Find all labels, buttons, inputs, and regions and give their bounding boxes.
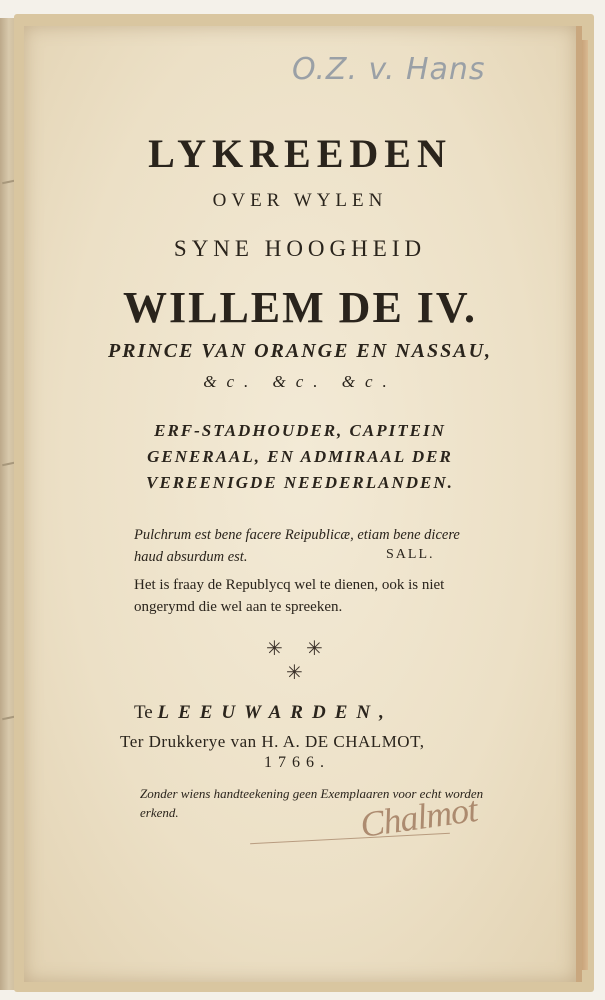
- title-block-offices: [24, 418, 576, 496]
- imprint-printer: Ter Drukkerye van H. A. DE CHALMOT,: [120, 732, 425, 751]
- ornament-star-icon: ✳: [306, 638, 323, 660]
- ornament-star-icon: ✳: [286, 662, 303, 684]
- signature: Chalmot: [357, 789, 480, 845]
- imprint-year: 1766.: [264, 754, 330, 771]
- dutch-quote: Het is fraay de Republycq wel te dienen, ook is niet ongerymd die wel aan te spreeken.: [134, 577, 445, 615]
- title-line-7a: ERF-STADHOUDER, CAPITEIN: [154, 421, 446, 440]
- handwritten-note: O.Z. v. Hans: [292, 52, 486, 87]
- title-line-7c: VEREENIGDE NEEDERLANDEN.: [146, 473, 454, 492]
- title-line-5: PRINCE VAN ORANGE EN NASSAU,: [107, 340, 493, 362]
- title-line-1: LYKREEDEN: [148, 131, 452, 176]
- imprint-place: LEEUWARDEN,: [157, 702, 393, 723]
- ornament-star-icon: ✳: [266, 638, 283, 660]
- imprint-prefix: Te: [134, 702, 153, 723]
- title-line-4: WILLEM DE IV.: [122, 283, 478, 332]
- title-line-2: OVER WYLEN: [212, 190, 388, 211]
- imprint-place-line: [134, 702, 393, 724]
- title-line-7b: GENERAAL, EN ADMIRAAL DER: [147, 447, 453, 466]
- title-line-6: &c. &c. &c.: [203, 372, 397, 391]
- latin-quote: Pulchrum est bene facere Reipublicæ, etiam bene dicere haud absurdum est.: [134, 527, 460, 565]
- title-line-3: SYNE HOOGHEID: [173, 236, 427, 261]
- quote-attribution: SALL.: [386, 547, 435, 562]
- authenticity-note: Zonder wiens handteekening geen Exemplaaren voor echt worden erkend.: [140, 786, 484, 820]
